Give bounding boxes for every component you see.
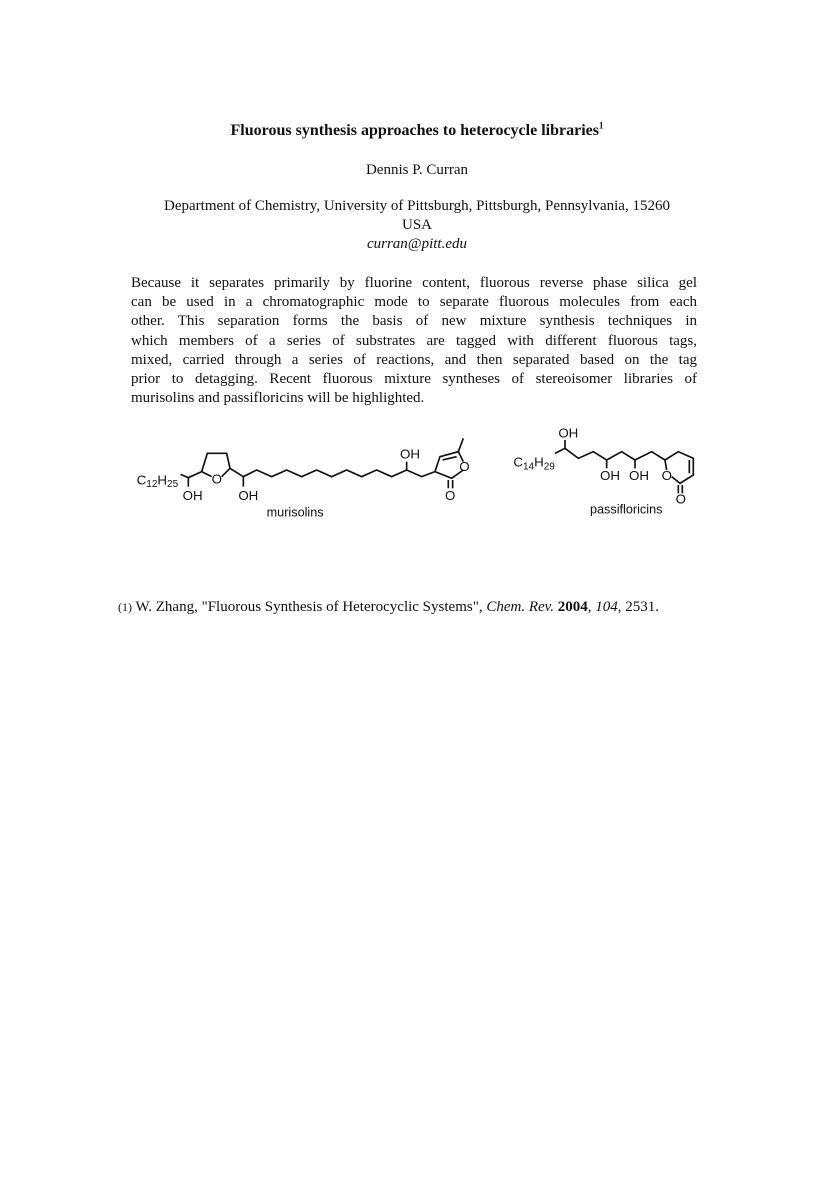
oh-label: OH bbox=[399, 446, 420, 462]
reference-journal: Chem. Rev. bbox=[486, 599, 554, 615]
oh-label: OH bbox=[599, 467, 620, 483]
o-label: O bbox=[211, 471, 223, 487]
abstract-line: other. This separation forms the basis of new mixture synthesis techniques in bbox=[131, 313, 697, 330]
reference-number: (1) bbox=[118, 600, 132, 614]
reference-authors: W. Zhang, bbox=[135, 599, 198, 615]
reference-pages: 2531. bbox=[625, 599, 659, 615]
o-label: O bbox=[444, 487, 456, 503]
oh-label: OH bbox=[628, 467, 649, 483]
abstract-line: mixed, carried through a series of reactions, and then separated based on the tag bbox=[131, 351, 697, 368]
o-label: O bbox=[675, 491, 687, 507]
reference: (1) W. Zhang, "Fluorous Synthesis of Heterocyclic Systems", Chem. Rev. 2004, 104, 2531. bbox=[118, 599, 659, 615]
murisolins-structure bbox=[137, 438, 470, 519]
reference-year: 2004 bbox=[557, 599, 588, 615]
passifloricins-structure bbox=[513, 425, 693, 516]
email: curran@pitt.edu bbox=[366, 236, 468, 252]
oh-label: OH bbox=[182, 487, 203, 503]
passifloricins-alkyl-label: $C_{14}H_{29}$ bbox=[513, 454, 555, 473]
abstract-line: can be used in a chromatographic mode to separate fluorous molecules from each bbox=[131, 294, 697, 311]
oh-label: OH bbox=[558, 425, 579, 441]
abstract-line: prior to detagging. Recent fluorous mixture syntheses of stereoisomer libraries of bbox=[131, 371, 697, 388]
footnote-marker: 1 bbox=[598, 120, 604, 131]
title-text: Fluorous synthesis approaches to heterocycle libraries bbox=[230, 122, 599, 139]
o-label: O bbox=[459, 458, 470, 474]
murisolins-alkyl-label: $C_{12}H_{25}$ bbox=[136, 472, 179, 490]
o-label: O bbox=[661, 467, 673, 483]
abstract-line: Because it separates primarily by fluorine content, fluorous reverse phase silica gel bbox=[131, 275, 697, 291]
oh-label: OH bbox=[238, 487, 259, 503]
reference-title: "Fluorous Synthesis of Heterocyclic Systems", bbox=[201, 599, 483, 615]
chemical-structures-figure bbox=[0, 0, 834, 560]
abstract-line: which members of a series of substrates are tagged with different fluorous tags, bbox=[131, 332, 697, 349]
murisolins-caption: murisolins bbox=[266, 505, 324, 520]
affiliation: Department of Chemistry, University of Pittsburgh, Pittsburgh, Pennsylvania, 15260 bbox=[164, 198, 670, 214]
abstract-line: murisolins and passifloricins will be highlighted. bbox=[131, 390, 425, 407]
reference-volume: 104 bbox=[595, 599, 618, 615]
passifloricins-caption: passifloricins bbox=[589, 502, 663, 517]
country: USA bbox=[401, 217, 432, 233]
author: Dennis P. Curran bbox=[365, 162, 469, 178]
